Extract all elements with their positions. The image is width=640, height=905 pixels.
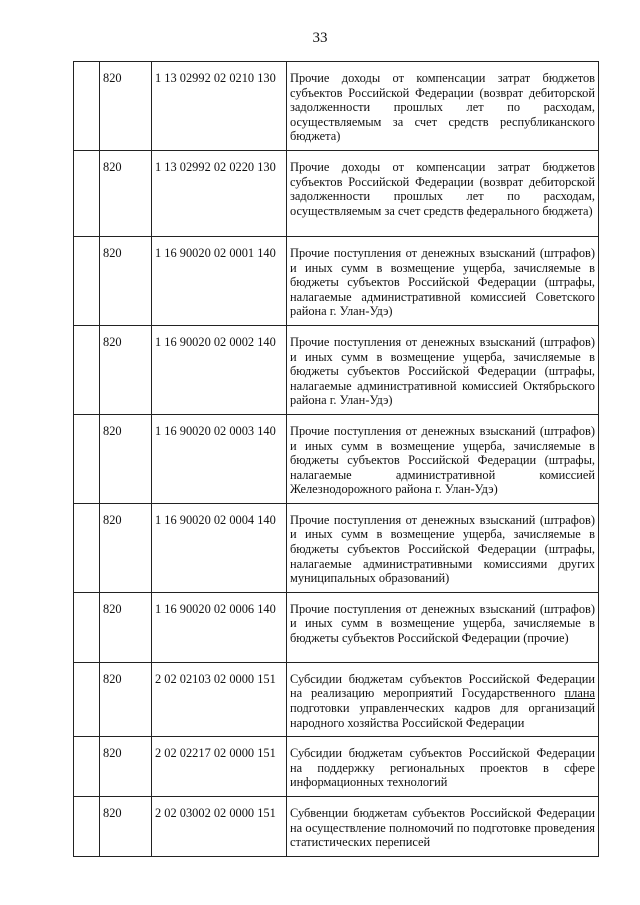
revenue-name-cell: Прочие поступления от денежных взысканий (штрафов) и иных сумм в возмещение ущерба, зачисляемые в бюджеты субъектов Российской Федерации (прочие) [287,592,599,662]
admin-code-cell: 820 [100,150,152,236]
blank-cell [74,150,100,236]
admin-code-cell: 820 [100,737,152,797]
revenue-name-text: Субсидии бюджетам субъектов Российской Федерации на реализацию мероприятий Государственного [290,671,595,701]
blank-cell [74,737,100,797]
table-row [74,662,599,736]
table-row [74,150,599,236]
page-number: 33 [312,30,328,46]
budget-code-cell: 1 13 02992 02 0220 130 [152,150,287,236]
admin-code-cell: 820 [100,662,152,736]
budget-code-cell: 2 02 02103 02 0000 151 [152,662,287,736]
table-row [74,236,599,325]
table-row [74,503,599,592]
revenue-name-cell: Прочие поступления от денежных взысканий (штрафов) и иных сумм в возмещение ущерба, зачисляемые в бюджеты субъектов Российской Федерации (штрафы, налагаемые административной комиссией Октябрьского района г. Улан-Удэ) [287,325,599,414]
table-row [74,737,599,797]
table-row [74,592,599,662]
table-row [74,325,599,414]
table-row [74,414,599,503]
plan-hyperlink[interactable]: плана [564,686,595,701]
budget-code-cell: 1 16 90020 02 0001 140 [152,236,287,325]
revenue-name-cell: Прочие доходы от компенсации затрат бюджетов субъектов Российской Федерации (возврат дебиторской задолженности прошлых лет по расходам, осуществляемым за счет средств республиканского бюджета) [287,62,599,151]
admin-code-cell: 820 [100,62,152,151]
revenue-name-cell: Прочие доходы от компенсации затрат бюджетов субъектов Российской Федерации (возврат дебиторской задолженности прошлых лет по расходам, осуществляемым за счет средств федерального бюджета) [287,150,599,236]
budget-code-cell: 1 16 90020 02 0003 140 [152,414,287,503]
budget-code-cell: 1 16 90020 02 0006 140 [152,592,287,662]
blank-cell [74,797,100,857]
blank-cell [74,62,100,151]
admin-code-cell: 820 [100,592,152,662]
blank-cell [74,503,100,592]
blank-cell [74,414,100,503]
admin-code-cell: 820 [100,236,152,325]
blank-cell [74,236,100,325]
budget-code-cell: 2 02 03002 02 0000 151 [152,797,287,857]
admin-code-cell: 820 [100,325,152,414]
budget-code-cell: 1 16 90020 02 0002 140 [152,325,287,414]
revenue-name-text: подготовки управленческих кадров для организаций народного хозяйства Российской Федерации [290,701,595,730]
revenue-name-cell: Субвенции бюджетам субъектов Российской Федерации на осуществление полномочий по подготовке проведения статистических переписей [287,797,599,857]
admin-code-cell: 820 [100,503,152,592]
revenue-name-cell: Субсидии бюджетам субъектов Российской Федерации на поддержку региональных проектов в сфере информационных технологий [287,737,599,797]
revenue-name-cell: Прочие поступления от денежных взысканий (штрафов) и иных сумм в возмещение ущерба, зачисляемые в бюджеты субъектов Российской Федерации (штрафы, налагаемые административными комиссиями других муниципальных образований) [287,503,599,592]
blank-cell [74,325,100,414]
budget-code-cell: 2 02 02217 02 0000 151 [152,737,287,797]
table-row [74,62,599,151]
blank-cell [74,662,100,736]
budget-code-cell: 1 13 02992 02 0210 130 [152,62,287,151]
budget-code-cell: 1 16 90020 02 0004 140 [152,503,287,592]
revenue-name-cell: Прочие поступления от денежных взысканий (штрафов) и иных сумм в возмещение ущерба, зачисляемые в бюджеты субъектов Российской Федерации (штрафы, налагаемые административной комиссией Советского района г. Улан-Удэ) [287,236,599,325]
table-row [74,797,599,857]
revenue-name-cell: Прочие поступления от денежных взысканий (штрафов) и иных сумм в возмещение ущерба, зачисляемые в бюджеты субъектов Российской Федерации (штрафы, налагаемые административной комиссией Железнодорожного района г. Улан-Удэ) [287,414,599,503]
revenue-name-cell [287,662,599,736]
admin-code-cell: 820 [100,797,152,857]
budget-classification-table [73,61,599,857]
admin-code-cell: 820 [100,414,152,503]
blank-cell [74,592,100,662]
